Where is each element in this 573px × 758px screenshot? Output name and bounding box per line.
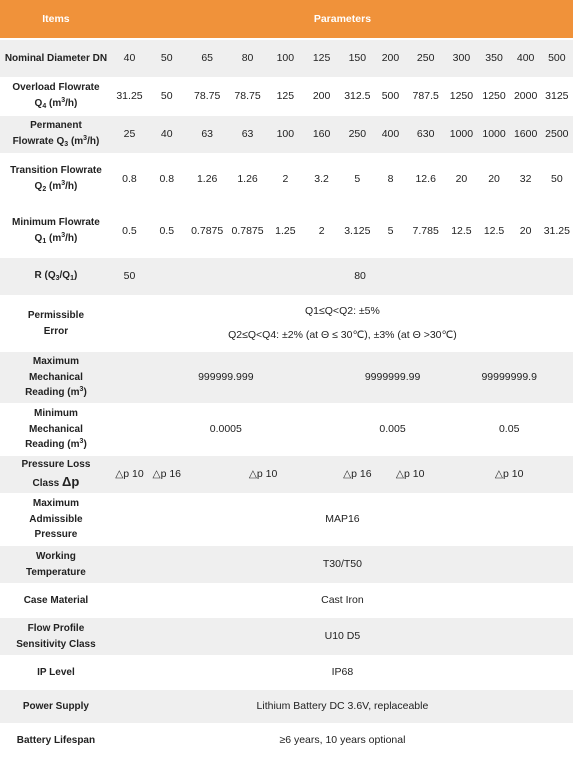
label-unit: (m bbox=[46, 97, 62, 109]
cell: 1250 bbox=[445, 78, 477, 116]
cell bbox=[112, 296, 573, 352]
cell: 50 bbox=[147, 78, 186, 116]
items-header: Items bbox=[0, 0, 112, 40]
cell: 5 bbox=[340, 154, 375, 206]
row-label bbox=[0, 154, 112, 206]
cell: T30/T50 bbox=[112, 546, 573, 584]
cell: 400 bbox=[511, 40, 541, 78]
row-label bbox=[0, 618, 112, 656]
row-case-material bbox=[0, 584, 573, 618]
cell: 40 bbox=[112, 40, 147, 78]
cell: 65 bbox=[186, 40, 227, 78]
cell: 500 bbox=[541, 40, 573, 78]
cell: 1.26 bbox=[186, 154, 227, 206]
row-pressure-loss-class bbox=[0, 456, 573, 494]
row-label bbox=[0, 404, 112, 456]
cell: 1000 bbox=[477, 116, 510, 154]
cell: 312.5 bbox=[340, 78, 375, 116]
cell: 12.6 bbox=[406, 154, 445, 206]
row-label bbox=[0, 494, 112, 546]
error-line-2: Q2≤Q<Q4: ±2% (at Θ ≤ 30℃), ±3% (at Θ >30℃) bbox=[228, 328, 457, 341]
label-subscript: 2 bbox=[42, 185, 47, 193]
cell: 0.0005 bbox=[112, 404, 340, 456]
cell: 3.2 bbox=[303, 154, 339, 206]
label-text: Flowrate Q bbox=[12, 135, 65, 147]
cell: 2 bbox=[267, 154, 303, 206]
cell: 50 bbox=[541, 154, 573, 206]
cell: 100 bbox=[267, 116, 303, 154]
row-flow-profile bbox=[0, 618, 573, 656]
row-label: Power Supply bbox=[0, 690, 112, 724]
parameters-header: Parameters bbox=[112, 0, 573, 40]
cell: 80 bbox=[147, 258, 573, 296]
cell: △p 10 bbox=[112, 456, 147, 494]
label-text: Pressure Loss bbox=[21, 458, 91, 470]
cell: 20 bbox=[477, 154, 510, 206]
cell: 0.005 bbox=[340, 404, 446, 456]
error-line-1: Q1≤Q<Q2: ±5% bbox=[305, 305, 380, 318]
row-label: Battery Lifespan bbox=[0, 724, 112, 758]
cell: 25 bbox=[112, 116, 147, 154]
cell: 1.26 bbox=[228, 154, 267, 206]
cell: 100 bbox=[267, 40, 303, 78]
label-unit: /h) bbox=[65, 97, 78, 109]
label-text: Working bbox=[36, 551, 76, 562]
label-text: Temperature bbox=[26, 566, 86, 578]
cell: 500 bbox=[375, 78, 406, 116]
cell: 50 bbox=[147, 40, 186, 78]
label-superscript: 3 bbox=[61, 179, 66, 187]
label-text: Mechanical bbox=[28, 423, 83, 435]
cell: 20 bbox=[511, 206, 541, 258]
cell: 400 bbox=[375, 116, 406, 154]
cell: 125 bbox=[267, 78, 303, 116]
cell: 31.25 bbox=[541, 206, 573, 258]
cell: 1250 bbox=[477, 78, 510, 116]
cell: MAP16 bbox=[112, 494, 573, 546]
label-text: Reading (m bbox=[25, 387, 80, 399]
label-subscript: 1 bbox=[42, 237, 47, 245]
cell: Cast Iron bbox=[112, 584, 573, 618]
cell: 250 bbox=[406, 40, 445, 78]
label-text: Flow Profile bbox=[27, 623, 85, 634]
cell: 12.5 bbox=[445, 206, 477, 258]
label-text: Δp bbox=[62, 474, 80, 490]
cell: 350 bbox=[477, 40, 510, 78]
label-text: Maximum bbox=[32, 356, 79, 368]
cell: 78.75 bbox=[228, 78, 267, 116]
row-label: Nominal Diameter DN bbox=[0, 40, 112, 78]
cell: 63 bbox=[186, 116, 227, 154]
row-label bbox=[0, 116, 112, 154]
label-unit: /h) bbox=[65, 232, 78, 244]
cell: 78.75 bbox=[186, 78, 227, 116]
row-label bbox=[0, 546, 112, 584]
label-unit: (m bbox=[46, 232, 62, 244]
label-text: R (Q bbox=[34, 270, 56, 282]
cell: IP68 bbox=[112, 656, 573, 690]
cell: 40 bbox=[147, 116, 186, 154]
cell: 200 bbox=[375, 40, 406, 78]
row-battery-lifespan bbox=[0, 724, 573, 758]
cell: 63 bbox=[228, 116, 267, 154]
label-superscript: 3 bbox=[79, 386, 84, 394]
cell: 5 bbox=[375, 206, 406, 258]
label-text: Minimum Flowrate bbox=[12, 217, 100, 229]
label-text: Pressure bbox=[34, 529, 78, 541]
row-label: IP Level bbox=[0, 656, 112, 690]
label-symbol: Q bbox=[34, 97, 43, 109]
label-text: Maximum bbox=[32, 498, 79, 510]
label-unit: /h) bbox=[87, 135, 100, 147]
cell: △p 10 bbox=[186, 456, 339, 494]
label-text: Overload Flowrate bbox=[12, 82, 100, 94]
cell: 32 bbox=[511, 154, 541, 206]
cell: 125 bbox=[303, 40, 339, 78]
label-symbol: Q bbox=[34, 232, 43, 244]
row-power-supply bbox=[0, 690, 573, 724]
label-text: Reading (m bbox=[25, 439, 80, 451]
cell: 200 bbox=[303, 78, 339, 116]
label-symbol: Q bbox=[34, 180, 43, 192]
cell: 7.785 bbox=[406, 206, 445, 258]
cell: 150 bbox=[340, 40, 375, 78]
label-superscript: 3 bbox=[79, 438, 84, 446]
cell: 1.25 bbox=[267, 206, 303, 258]
cell: 0.8 bbox=[112, 154, 147, 206]
row-nominal-diameter bbox=[0, 40, 573, 78]
cell: 0.7875 bbox=[186, 206, 227, 258]
row-overload-flowrate bbox=[0, 78, 573, 116]
label-text: ) bbox=[83, 387, 87, 399]
label-subscript: 3 bbox=[64, 140, 69, 148]
cell: 9999999.99 bbox=[340, 352, 446, 404]
row-permissible-error bbox=[0, 296, 573, 352]
row-label bbox=[0, 352, 112, 404]
row-label bbox=[0, 296, 112, 352]
cell: 0.05 bbox=[445, 404, 573, 456]
label-text: Transition Flowrate bbox=[10, 165, 102, 177]
cell: △p 16 bbox=[340, 456, 375, 494]
cell: 99999999.9 bbox=[445, 352, 573, 404]
cell: ≥6 years, 10 years optional bbox=[112, 724, 573, 758]
cell: 0.7875 bbox=[228, 206, 267, 258]
cell: 3.125 bbox=[340, 206, 375, 258]
row-max-mechanical-reading bbox=[0, 352, 573, 404]
row-label bbox=[0, 258, 112, 296]
label-text: Minimum bbox=[33, 408, 78, 420]
label-subscript: 4 bbox=[42, 102, 47, 110]
cell: 2500 bbox=[541, 116, 573, 154]
label-unit: /h) bbox=[65, 180, 78, 192]
row-r-ratio bbox=[0, 258, 573, 296]
cell: 8 bbox=[375, 154, 406, 206]
cell: 0.5 bbox=[147, 206, 186, 258]
cell: 1000 bbox=[445, 116, 477, 154]
row-permanent-flowrate bbox=[0, 116, 573, 154]
cell: 0.8 bbox=[147, 154, 186, 206]
cell: 12.5 bbox=[477, 206, 510, 258]
row-transition-flowrate bbox=[0, 154, 573, 206]
label-subscript: 1 bbox=[70, 275, 74, 283]
row-ip-level bbox=[0, 656, 573, 690]
cell: 160 bbox=[303, 116, 339, 154]
label-text: Permanent bbox=[30, 120, 82, 132]
cell: 999999.999 bbox=[112, 352, 340, 404]
cell: U10 D5 bbox=[112, 618, 573, 656]
cell: 3125 bbox=[541, 78, 573, 116]
label-superscript: 3 bbox=[61, 96, 66, 104]
cell: △p 16 bbox=[147, 456, 186, 494]
row-max-admissible-pressure bbox=[0, 494, 573, 546]
cell: 50 bbox=[112, 258, 147, 296]
label-unit: (m bbox=[46, 180, 62, 192]
label-text: Error bbox=[43, 325, 69, 337]
row-working-temperature bbox=[0, 546, 573, 584]
label-superscript: 3 bbox=[61, 231, 66, 239]
cell: 0.5 bbox=[112, 206, 147, 258]
row-label bbox=[0, 78, 112, 116]
cell: △p 10 bbox=[445, 456, 573, 494]
cell: 20 bbox=[445, 154, 477, 206]
row-label: Case Material bbox=[0, 584, 112, 618]
label-text: ) bbox=[83, 439, 87, 451]
cell: 250 bbox=[340, 116, 375, 154]
label-superscript: 3 bbox=[83, 134, 88, 142]
cell: 2 bbox=[303, 206, 339, 258]
label-unit: (m bbox=[68, 135, 84, 147]
label-text: Class bbox=[32, 478, 63, 490]
cell: 1600 bbox=[511, 116, 541, 154]
cell: Lithium Battery DC 3.6V, replaceable bbox=[112, 690, 573, 724]
label-subscript: 3 bbox=[55, 275, 60, 283]
label-text: Admissible bbox=[29, 513, 83, 525]
row-minimum-flowrate bbox=[0, 206, 573, 258]
label-text: Sensitivity Class bbox=[16, 638, 96, 650]
cell: 80 bbox=[228, 40, 267, 78]
label-text: Permissible bbox=[27, 310, 85, 321]
cell: △p 10 bbox=[375, 456, 445, 494]
row-label bbox=[0, 206, 112, 258]
label-text: /Q bbox=[59, 270, 71, 282]
row-label bbox=[0, 456, 112, 494]
cell: 787.5 bbox=[406, 78, 445, 116]
cell: 2000 bbox=[511, 78, 541, 116]
cell: 31.25 bbox=[112, 78, 147, 116]
label-text: Mechanical bbox=[28, 371, 83, 383]
row-min-mechanical-reading bbox=[0, 404, 573, 456]
cell: 630 bbox=[406, 116, 445, 154]
cell: 300 bbox=[445, 40, 477, 78]
label-text: ) bbox=[74, 270, 78, 282]
